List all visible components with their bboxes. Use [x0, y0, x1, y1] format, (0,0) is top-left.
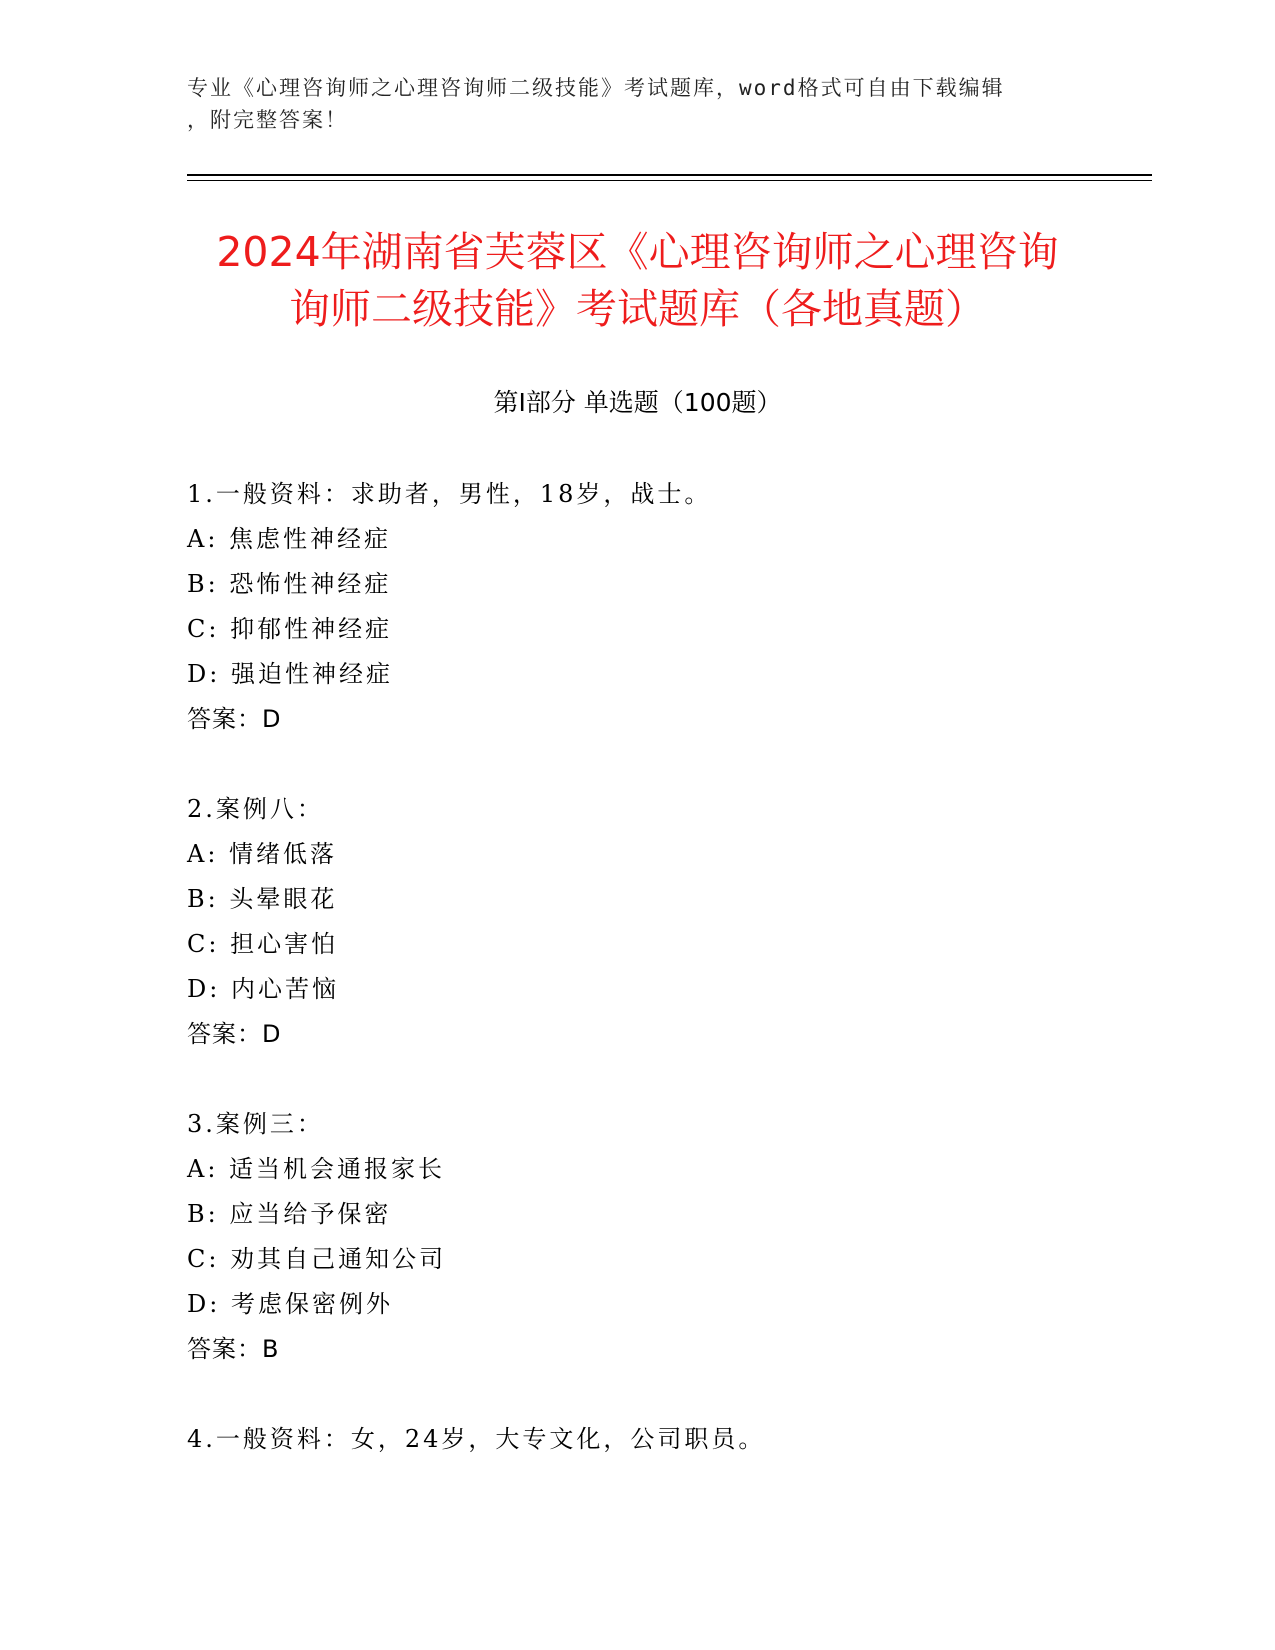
question-1 — [187, 472, 1147, 742]
answer-line: 答案：B — [187, 1335, 280, 1363]
document-title — [150, 224, 1125, 338]
section-heading: 第Ⅰ部分 单选题（100题） — [493, 388, 782, 417]
answer-line: 答案：D — [187, 705, 282, 733]
option-d: D: 强迫性神经症 — [187, 660, 393, 688]
header-note — [187, 72, 1067, 136]
document-title-line-2: 询师二级技能》考试题库（各地真题） — [289, 285, 986, 333]
option-a: A: 适当机会通报家长 — [187, 1155, 446, 1183]
answer-line: 答案：D — [187, 1020, 282, 1048]
option-c: C: 担心害怕 — [187, 930, 339, 958]
header-divider-thick — [187, 174, 1152, 176]
option-d: D: 内心苦恼 — [187, 975, 339, 1003]
header-note-line-1: 专业《心理咨询师之心理咨询师二级技能》考试题库，word格式可自由下载编辑 — [187, 76, 1005, 100]
option-a: A: 情绪低落 — [187, 840, 338, 868]
option-c: C: 抑郁性神经症 — [187, 615, 393, 643]
question-stem: 2.案例八： — [187, 795, 324, 823]
document-title-line-1: 2024年湖南省芙蓉区《心理咨询师之心理咨询 — [216, 228, 1059, 276]
question-list — [187, 472, 1147, 1507]
question-4 — [187, 1417, 1147, 1462]
option-b: B: 头晕眼花 — [187, 885, 338, 913]
question-stem: 3.案例三： — [187, 1110, 324, 1138]
question-2 — [187, 787, 1147, 1057]
question-3 — [187, 1102, 1147, 1372]
option-d: D: 考虑保密例外 — [187, 1290, 393, 1318]
question-stem: 1.一般资料：求助者，男性，18岁，战士。 — [187, 480, 712, 508]
option-a: A: 焦虑性神经症 — [187, 525, 392, 553]
header-note-line-2: ，附完整答案！ — [187, 108, 348, 132]
option-b: B: 恐怖性神经症 — [187, 570, 392, 598]
question-stem: 4.一般资料：女，24岁，大专文化，公司职员。 — [187, 1425, 766, 1453]
option-c: C: 劝其自己通知公司 — [187, 1245, 447, 1273]
option-b: B: 应当给予保密 — [187, 1200, 392, 1228]
header-divider-thin — [187, 180, 1152, 181]
